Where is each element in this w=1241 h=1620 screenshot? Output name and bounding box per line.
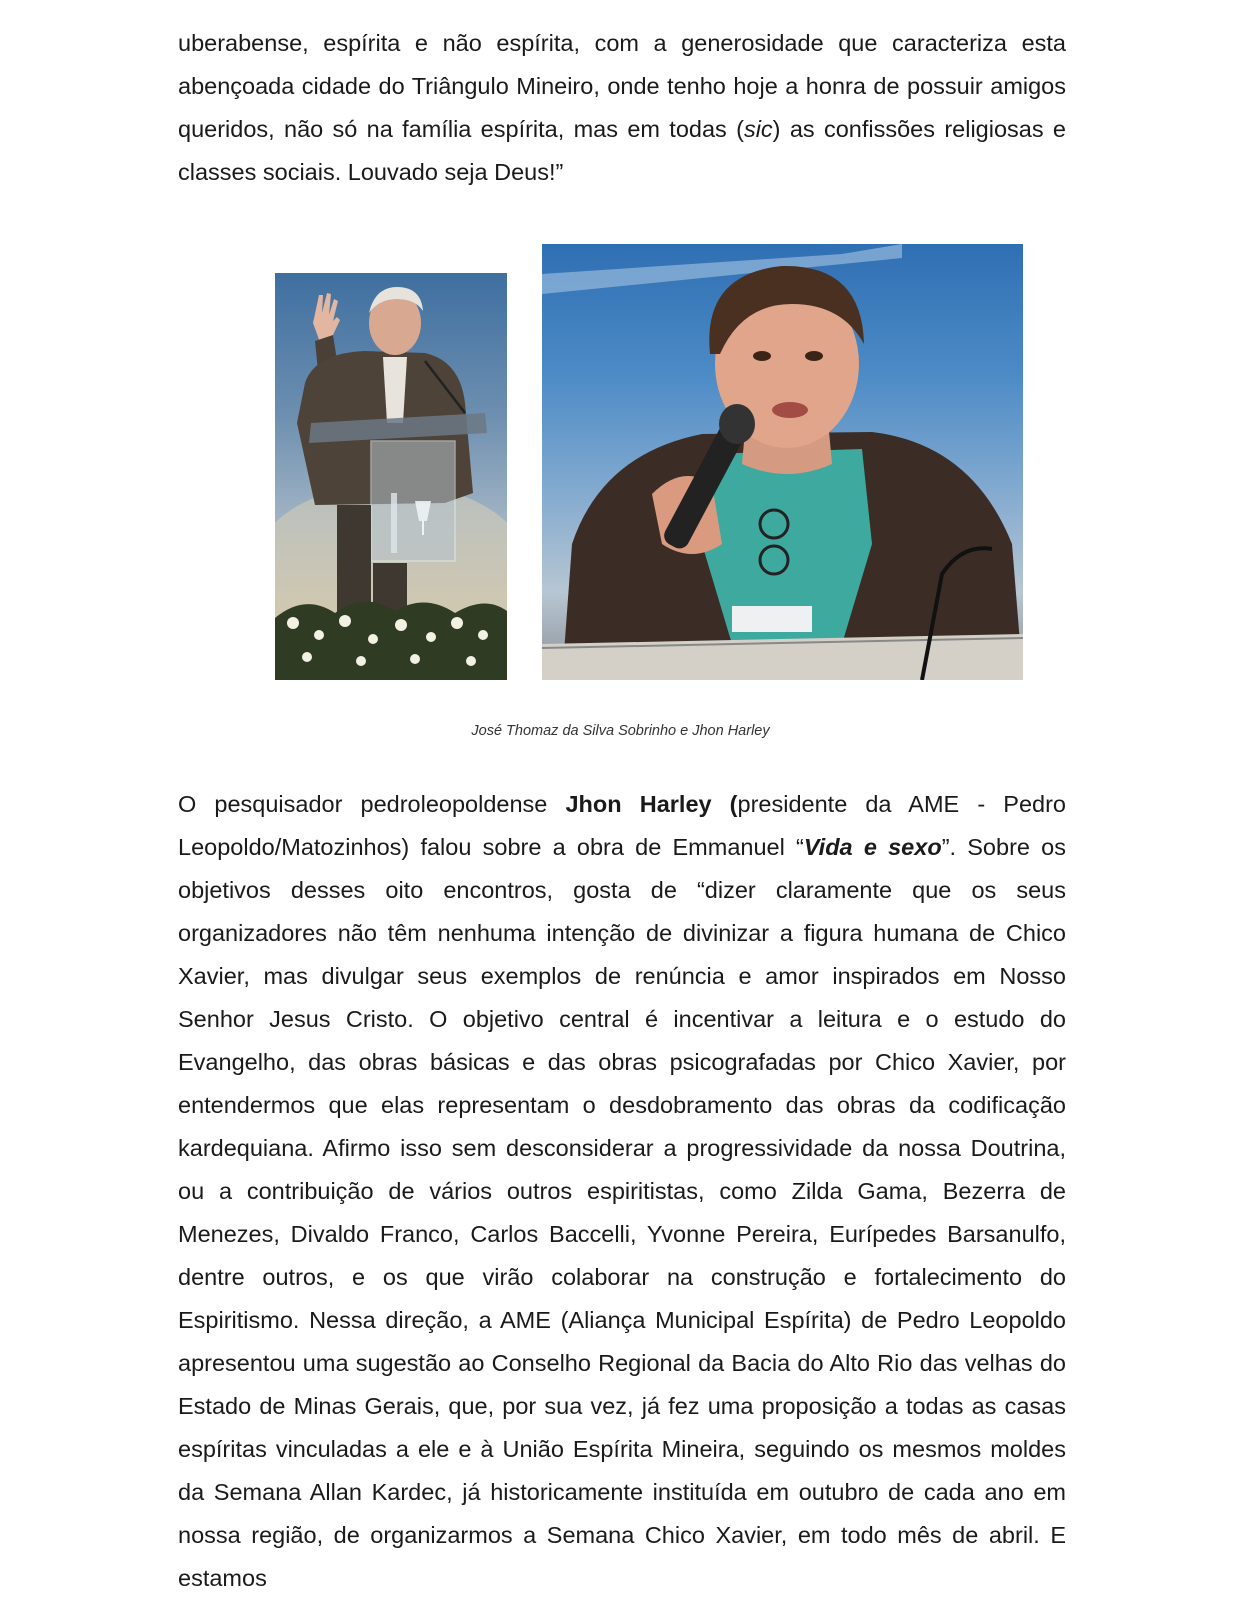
intro-text: O pesquisador pedroleopoldense bbox=[178, 791, 566, 817]
photo-speaker-at-podium bbox=[275, 273, 507, 680]
line-4: religiosas e classes sociais. Louvado seja Deus!” bbox=[178, 116, 1066, 185]
photo-caption: José Thomaz da Silva Sobrinho e Jhon Harley bbox=[471, 723, 770, 739]
line-3a: amigos queridos, não só na família espírita, mas em todas ( bbox=[178, 73, 1067, 142]
line-1: uberabense, espírita e não espírita, com a generosidade que caracteriza esta bbox=[178, 30, 1066, 56]
top-paragraph bbox=[178, 22, 1066, 194]
speaker-at-podium-illustration bbox=[275, 273, 507, 680]
line-3b: ) as confissões bbox=[772, 116, 935, 142]
photo-speaker-with-microphone bbox=[542, 244, 1023, 680]
after-name-text: presidente da AME - Pedro Leopoldo/Matozinhos) falou sobre a obra de Emmanuel “ bbox=[178, 791, 1066, 860]
line-2: abençoada cidade do Triângulo Mineiro, onde tenho hoje a honra de possuir bbox=[178, 73, 983, 99]
speaker-name: Jhon Harley ( bbox=[565, 791, 738, 817]
sic-word: sic bbox=[743, 116, 773, 142]
main-paragraph bbox=[178, 783, 1066, 1600]
book-title: Vida e sexo bbox=[803, 834, 942, 860]
body-text: ”. Sobre os objetivos desses oito encontros, gosta de “dizer claramente que os seus organizadores não têm nenhuma intenção de divinizar a figura humana de Chico Xavier, mas divulgar seus exemplos de renúncia e amor inspirados em Nosso Senhor Jesus Cristo. O objetivo central é incentivar a leitura e o estudo do Evangelho, das obras básicas e das obras psicografadas por Chico Xavier, por entendermos que elas representam o desdobramento das obras da codificação kardequiana. Afirmo isso sem desconsiderar a progressividade da nossa Doutrina, ou a contribuição de vários outros espiritistas, como Zilda Gama, Bezerra de Menezes, Divaldo Franco, Carlos Baccelli, Yvonne Pereira, Eurípedes Barsanulfo, dentre outros, e os que virão colaborar na construção e fortalecimento do Espiritismo. Nessa direção, a AME (Aliança Municipal Espírita) de Pedro Leopoldo apresentou uma sugestão ao Conselho Regional da Bacia do Alto Rio das velhas do Estado de Minas Gerais, que, por sua vez, já fez uma proposição a todas as casas espíritas vinculadas a ele e à União Espírita Mineira, seguindo os mesmos moldes da Semana Allan Kardec, já historicamente instituída em outubro de cada ano em nossa região, de organizarmos a Semana Chico Xavier, em todo mês de abril. E estamos bbox=[178, 834, 1066, 1591]
speaker-with-microphone-illustration bbox=[542, 244, 1023, 680]
